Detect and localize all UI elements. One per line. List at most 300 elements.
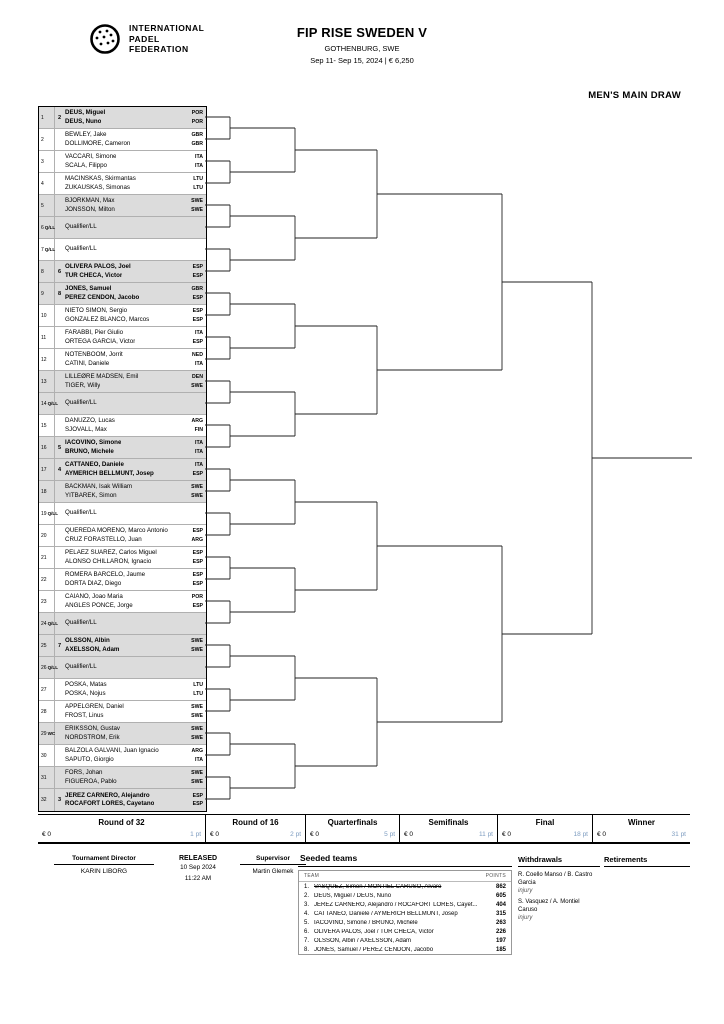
entry-team — [55, 217, 206, 238]
withdrawal-item — [518, 898, 600, 921]
player1-row — [65, 769, 203, 777]
player1-country: SWE — [191, 770, 203, 777]
player1-row — [65, 509, 203, 517]
player1-country: ESP — [192, 264, 203, 271]
player1-row — [65, 483, 203, 491]
player1-name: IACOVINO, Simone — [65, 439, 122, 447]
player2-country: ESP — [192, 272, 203, 279]
player2-row — [65, 118, 203, 126]
round-values — [42, 831, 201, 838]
player2-name: DOLLIMORE, Cameron — [65, 139, 131, 147]
player1-country: DEN — [192, 374, 203, 381]
player2-country: ESP — [192, 580, 203, 587]
seeded-team-name: CATTANEO, Daniele / AYMERICH BELLMUNT, Josep — [314, 910, 458, 917]
player2-name: ALONSO CHILLARON, Ignacio — [65, 557, 152, 565]
player1-country: ESP — [192, 550, 203, 557]
player2-row — [65, 184, 203, 192]
seeded-team-points: 315 — [495, 910, 506, 917]
withdrawal-team: S. Vasquez / A. Montiel Caruso — [518, 899, 580, 913]
player2-name: CATINI, Daniele — [65, 359, 110, 367]
player1-country: ESP — [192, 792, 203, 799]
round-prize: € 0 — [310, 831, 320, 838]
player1-name: APPELGREN, Daniel — [65, 703, 124, 711]
entry-position — [39, 261, 55, 282]
released-label: RELEASED — [178, 855, 218, 862]
entry-position — [39, 767, 55, 788]
player2-country: SWE — [191, 734, 203, 741]
entry-team — [55, 107, 206, 128]
player2-row — [65, 272, 203, 280]
player2-country: ESP — [192, 294, 203, 301]
seeded-team-row — [299, 945, 511, 954]
player2-name: GONZALEZ BLANCO, Marcos — [65, 315, 150, 323]
bracket-entry — [39, 349, 206, 371]
entry-position — [39, 217, 55, 238]
player2-name: ROCAFORT LORES, Cayetano — [65, 800, 155, 807]
bracket-entry — [39, 613, 206, 635]
entry-position — [39, 415, 55, 436]
tournament-dates-prize: Sep 11- Sep 15, 2024 | € 6,250 — [310, 56, 414, 65]
player2-country: ITA — [195, 360, 203, 367]
player2-row — [65, 712, 203, 720]
entry-team — [55, 745, 206, 766]
entry-position-number: 24 — [41, 620, 47, 627]
player2-country: LTU — [193, 690, 203, 697]
entry-position-tag: Q/LL — [44, 247, 56, 252]
player1-country: GBR — [191, 132, 203, 139]
player2-row — [65, 800, 203, 808]
entry-position — [39, 503, 59, 524]
seed-rank: 7. — [304, 937, 310, 944]
player1-row — [65, 351, 203, 359]
entry-team — [55, 679, 206, 700]
player1-country: ARG — [191, 418, 203, 425]
entry-position-number: 27 — [41, 686, 47, 693]
player2-name: TUR CHECA, Victor — [65, 271, 123, 279]
player2-name: SAPUTO, Giorgio — [65, 755, 114, 763]
player1-name: MACINSKAS, Skirmantas — [65, 175, 136, 183]
player1-name: POSKA, Matas — [65, 681, 107, 689]
bracket-entry — [39, 525, 206, 547]
player1-country: POR — [191, 110, 203, 117]
bracket-entry — [39, 459, 206, 481]
player2-row — [65, 294, 203, 302]
entry-position-number: 9 — [41, 290, 44, 297]
entry-position — [39, 151, 55, 172]
supervisor-label: Supervisor — [240, 855, 306, 865]
bracket-entry — [39, 547, 206, 569]
player2-name: ANGLES PONCE, Jorge — [65, 601, 133, 609]
round-points: 11 pt — [479, 831, 493, 838]
player2-row — [65, 206, 203, 214]
player2-country: ESP — [192, 470, 203, 477]
entry-team — [55, 789, 206, 811]
player1-country: GBR — [191, 286, 203, 293]
player2-name: CRUZ FORASTELLO, Juan — [65, 535, 142, 543]
entry-position-number: 2 — [41, 136, 44, 143]
withdrawals-label: Withdrawals — [518, 855, 600, 867]
player1-row — [65, 681, 203, 689]
player2-row — [65, 646, 203, 654]
round-values — [210, 831, 301, 838]
seeded-team-name: VASQUEZ, Simon / MONTIEL CARUSO, Alvaro — [314, 883, 442, 890]
entry-position-number: 16 — [41, 444, 47, 451]
player1-row — [65, 223, 203, 231]
round-prize: € 0 — [404, 831, 414, 838]
player1-country: ITA — [195, 440, 203, 447]
bracket-entry — [39, 437, 206, 459]
bracket-entry — [39, 415, 206, 437]
entry-position — [39, 569, 55, 590]
player2-row — [65, 448, 203, 456]
player1-name: Qualifier/LL — [65, 223, 97, 231]
entry-position-number: 7 — [41, 246, 44, 253]
bracket-entry — [39, 723, 206, 745]
entry-position-number: 13 — [41, 378, 47, 385]
player1-name: DANUZZO, Lucas — [65, 417, 115, 425]
player1-row — [65, 153, 203, 161]
padel-ball-icon — [88, 22, 122, 56]
entry-position — [39, 129, 55, 150]
seed-rank: 3. — [304, 901, 310, 908]
entry-position — [39, 525, 55, 546]
tournament-director-label: Tournament Director — [54, 855, 154, 865]
round-points: 1 pt — [190, 831, 201, 838]
entry-position — [39, 547, 55, 568]
entry-position — [39, 195, 55, 216]
seeded-team-row — [299, 927, 511, 936]
player2-row — [65, 778, 203, 786]
entry-team — [55, 129, 206, 150]
seeded-team-points: 185 — [495, 946, 506, 953]
entry-team — [55, 283, 206, 304]
entry-position — [39, 173, 55, 194]
entry-team — [55, 503, 206, 524]
seeded-team-name: OLSSON, Albin / AXELSSON, Adam — [314, 937, 412, 944]
round-prize: € 0 — [42, 831, 52, 838]
entry-position — [39, 393, 59, 414]
player2-row — [65, 316, 203, 324]
seeded-team-name: DEUS, Miguel / DEUS, Nuno — [314, 892, 392, 899]
entry-position-number: 8 — [41, 268, 44, 275]
tournament-director-block — [54, 855, 154, 875]
seeded-teams-label: Seeded teams — [298, 849, 512, 867]
player1-name: JONES, Samuel — [65, 285, 112, 293]
round-name: Quarterfinals — [327, 818, 378, 827]
player1-country: SWE — [191, 638, 203, 645]
seed-number: 7 — [58, 642, 62, 649]
entry-position-number: 14 — [41, 400, 47, 407]
bracket-entry — [39, 305, 206, 327]
round-values — [404, 831, 493, 838]
bracket-entry — [39, 129, 206, 151]
bracket-entry — [39, 151, 206, 173]
player1-name: FARABBI, Pier Giulio — [65, 329, 124, 337]
player2-name: TIGER, Willy — [65, 381, 101, 389]
player1-name: Qualifier/LL — [65, 245, 97, 253]
entry-team — [55, 239, 206, 260]
player1-name: CAIANO, Joao Maria — [65, 593, 123, 601]
player1-name: PELAEZ SUAREZ, Carlos Miguel — [65, 549, 157, 557]
released-time: 11:22 AM — [184, 874, 212, 882]
player1-row — [65, 461, 203, 469]
entry-position-number: 18 — [41, 488, 47, 495]
bracket-entry — [39, 173, 206, 195]
entry-position — [39, 305, 55, 326]
bracket-entry — [39, 569, 206, 591]
entry-position-number: 3 — [41, 158, 44, 165]
player2-country: FIN — [194, 426, 203, 433]
entry-team — [55, 415, 206, 436]
player2-country: GBR — [191, 140, 203, 147]
entry-team — [55, 613, 206, 634]
player1-country: SWE — [191, 484, 203, 491]
player1-row — [65, 417, 203, 425]
seeded-team-points: 263 — [495, 919, 506, 926]
round-prize: € 0 — [502, 831, 512, 838]
seed-rank: 5. — [304, 919, 310, 926]
entry-position-number: 23 — [41, 598, 47, 605]
entry-position-tag: WC — [47, 731, 56, 736]
player2-country: POR — [191, 118, 203, 125]
player1-name: ROMERA BARCELO, Jaume — [65, 571, 146, 579]
tournament-director-name: KARIN LIBORG — [80, 868, 128, 875]
entry-position — [39, 371, 55, 392]
round-points: 31 pt — [671, 831, 686, 838]
entry-position — [39, 745, 55, 766]
player2-country: ESP — [192, 558, 203, 565]
player1-country: ESP — [192, 308, 203, 315]
bracket-entry — [39, 327, 206, 349]
round-points: 5 pt — [384, 831, 395, 838]
federation-line1: INTERNATIONAL — [129, 23, 205, 34]
bracket-entry — [39, 195, 206, 217]
bracket-entry — [39, 745, 206, 767]
entry-position-number: 15 — [41, 422, 47, 429]
player2-country: SWE — [191, 778, 203, 785]
player1-name: NOTENBOOM, Jorrit — [65, 351, 123, 359]
entry-position — [39, 481, 55, 502]
bracket-entry — [39, 481, 206, 503]
bracket-entry — [39, 701, 206, 723]
entry-team — [55, 305, 206, 326]
entry-position — [39, 635, 55, 656]
round-points: 18 pt — [573, 831, 588, 838]
player1-country: LTU — [193, 682, 203, 689]
player2-name: DEUS, Nuno — [65, 117, 102, 125]
bracket-entry — [39, 657, 206, 679]
entry-position-number: 31 — [41, 774, 47, 781]
player2-row — [65, 580, 203, 588]
bracket-entries-list — [38, 106, 207, 812]
bracket-entry — [39, 789, 206, 811]
player1-row — [65, 792, 203, 800]
entry-position-number: 21 — [41, 554, 47, 561]
tournament-header — [162, 25, 562, 65]
player1-country: ITA — [195, 330, 203, 337]
retirements-block — [604, 855, 690, 867]
player1-name: BEWLEY, Jake — [65, 131, 107, 139]
footer-info — [38, 849, 690, 999]
seeded-teams-table — [298, 870, 512, 955]
player2-row — [65, 162, 203, 170]
player2-row — [65, 382, 203, 390]
player2-name: YITBAREK, Simon — [65, 491, 117, 499]
player1-name: OLIVERA PALOS, Joel — [65, 263, 131, 271]
federation-line3: FEDERATION — [129, 44, 189, 55]
seeded-team-points: 862 — [495, 883, 506, 890]
entry-position — [39, 701, 55, 722]
player1-row — [65, 527, 203, 535]
player1-row — [65, 373, 203, 381]
entry-position-number: 26 — [41, 664, 47, 671]
player1-name: BÄCKMAN, Isak William — [65, 483, 133, 491]
entry-position-number: 10 — [41, 312, 47, 319]
entry-position — [39, 591, 55, 612]
player2-row — [65, 492, 203, 500]
player2-name: ORTEGA GARCIA, Victor — [65, 337, 136, 345]
retirements-label: Retirements — [604, 855, 690, 867]
player1-row — [65, 637, 203, 645]
seeded-team-name: JONES, Samuel / PEREZ CENDON, Jacobo — [314, 946, 434, 953]
player2-country: ESP — [192, 316, 203, 323]
player1-name: CATTANEO, Daniele — [65, 461, 124, 469]
round-column — [399, 815, 497, 842]
rounds-prize-bar — [38, 814, 690, 844]
bracket-entry — [39, 503, 206, 525]
entry-position — [39, 613, 59, 634]
player2-name: POSKA, Nojus — [65, 689, 106, 697]
round-column — [592, 815, 690, 842]
player1-country: NED — [192, 352, 203, 359]
player2-country: ITA — [195, 448, 203, 455]
player1-name: BJORKMAN, Max — [65, 197, 115, 205]
round-prize: € 0 — [597, 831, 607, 838]
player1-name: LILLEØRE MADSEN, Emil — [65, 373, 139, 381]
seeded-team-points: 404 — [495, 901, 506, 908]
player1-name: Qualifier/LL — [65, 509, 97, 517]
withdrawal-reason: injury — [518, 915, 533, 921]
entry-position-number: 25 — [41, 642, 47, 649]
entry-team — [55, 635, 206, 656]
seeded-team-name: JEREZ CARNERO, Alejandro / ROCAFORT LORES, Cayet... — [314, 901, 478, 908]
player1-name: BALZOLA GALVANI, Juan Ignacio — [65, 747, 159, 755]
entry-position — [39, 657, 59, 678]
round-column — [38, 815, 205, 842]
seeded-team-row — [299, 891, 511, 900]
player2-country: SWE — [191, 492, 203, 499]
player2-name: PEREZ CENDON, Jacobo — [65, 293, 140, 301]
round-name: Round of 32 — [98, 818, 145, 827]
entry-position-number: 11 — [41, 334, 47, 341]
seeded-team-row — [299, 900, 511, 909]
entry-position-number: 29 — [41, 730, 47, 737]
seed-rank: 8. — [304, 946, 310, 953]
round-name: Round of 16 — [232, 818, 279, 827]
supervisor-name: Martin Glemek — [252, 868, 294, 875]
player1-row — [65, 399, 203, 407]
entry-position — [39, 679, 55, 700]
entry-position — [39, 349, 55, 370]
round-name: Final — [535, 818, 555, 827]
round-values — [502, 831, 588, 838]
player2-country: LTU — [193, 184, 203, 191]
player1-country: LTU — [193, 176, 203, 183]
player2-row — [65, 558, 203, 566]
round-values — [597, 831, 686, 838]
player1-name: OLSSON, Albin — [65, 637, 110, 645]
entry-team — [55, 393, 206, 414]
player1-name: VACCARI, Simone — [65, 153, 117, 161]
tournament-title: FIP RISE SWEDEN V — [296, 25, 428, 40]
seeded-team-name: OLIVERA PALOS, Joel / TUR CHECA, Victor — [314, 928, 434, 935]
seeded-team-row — [299, 909, 511, 918]
entry-position-tag: Q/LL — [44, 225, 56, 230]
bracket-entry — [39, 591, 206, 613]
round-column — [205, 815, 305, 842]
seeded-team-row — [299, 936, 511, 945]
player2-country: ITA — [195, 756, 203, 763]
bracket-entry — [39, 239, 206, 261]
entry-position — [39, 327, 55, 348]
player1-name: FORS, Johan — [65, 769, 103, 777]
bracket-entry — [39, 767, 206, 789]
player1-row — [65, 439, 203, 447]
entry-position-tag: Q/LL — [47, 401, 59, 406]
seed-number: 4 — [58, 466, 62, 473]
player2-row — [65, 360, 203, 368]
entry-team — [55, 195, 206, 216]
bracket-entry — [39, 393, 206, 415]
entry-position — [39, 459, 55, 480]
seeded-teams-block — [298, 849, 512, 955]
bracket-entry — [39, 679, 206, 701]
seeded-team-points: 605 — [495, 892, 506, 899]
seeded-table-header — [299, 871, 511, 882]
player2-name: AYMERICH BELLMUNT, Josep — [65, 469, 154, 477]
seeded-team-row — [299, 918, 511, 927]
round-points: 2 pt — [290, 831, 301, 838]
entry-team — [55, 327, 206, 348]
withdrawal-reason: injury — [518, 888, 533, 894]
seed-rank: 6. — [304, 928, 310, 935]
seeded-team-name: IACOVINO, Simone / BRUNO, Michele — [314, 919, 418, 926]
bracket-entry — [39, 217, 206, 239]
player2-row — [65, 426, 203, 434]
player2-name: NORDSTRÖM, Erik — [65, 733, 120, 741]
seeded-team-points: 226 — [495, 928, 506, 935]
released-date: 10 Sep 2024 — [180, 864, 216, 871]
player1-row — [65, 571, 203, 579]
seed-number: 6 — [58, 268, 62, 275]
player2-country: SWE — [191, 646, 203, 653]
player2-row — [65, 734, 203, 742]
entry-team — [55, 591, 206, 612]
entry-position-number: 19 — [41, 510, 47, 517]
entry-position — [39, 723, 55, 744]
supervisor-block — [240, 855, 306, 875]
round-name: Winner — [627, 818, 656, 827]
player1-name: DEUS, Miguel — [65, 109, 106, 117]
player2-row — [65, 338, 203, 346]
seed-rank: 4. — [304, 910, 310, 917]
withdrawal-team: R. Coello Manso / B. Castro Garcia — [518, 872, 593, 886]
seeded-team-points: 197 — [495, 937, 506, 944]
player2-country: SWE — [191, 206, 203, 213]
entry-position — [39, 107, 55, 128]
player1-row — [65, 131, 203, 139]
entry-position-number: 28 — [41, 708, 47, 715]
